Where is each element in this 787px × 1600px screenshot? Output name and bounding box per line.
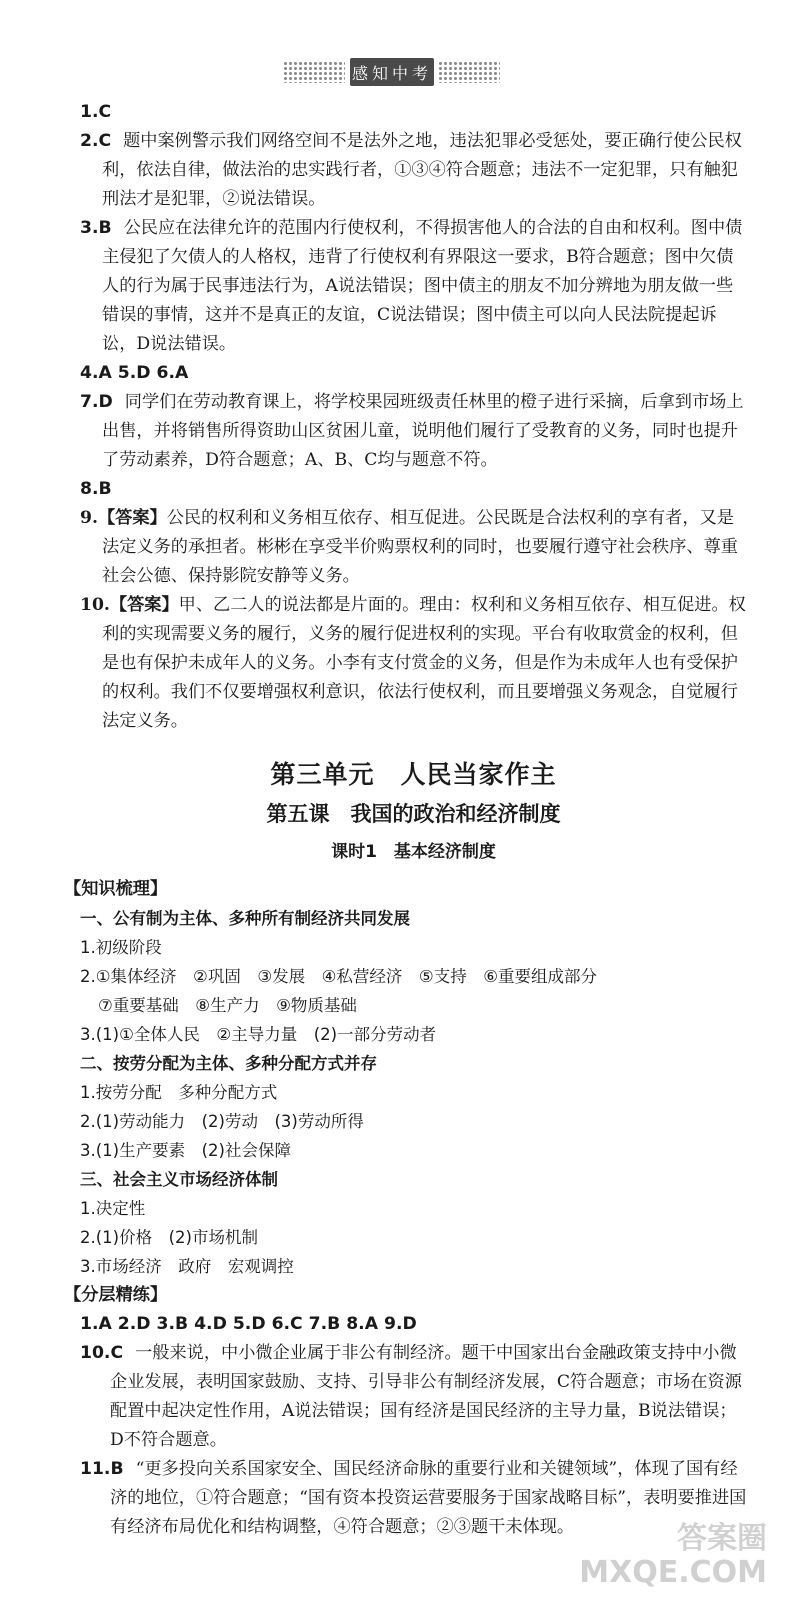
banner-dots-left (283, 61, 345, 83)
answer-item-9 (80, 504, 747, 591)
answer-item-8 (80, 475, 747, 504)
answer-item-10 (80, 591, 747, 736)
answer-page (64, 98, 747, 1542)
knowledge-line: ⑦重要基础 ⑧生产力 ⑨物质基础 (98, 996, 357, 1015)
practice-header: 【分层精练】 (64, 1285, 168, 1305)
knowledge-line: 3.(1)生产要素 (2)社会保障 (80, 1141, 291, 1160)
answer-number: 10.【答案】 (80, 595, 179, 615)
answer-explanation: 公民应在法律允许的范围内行使权利，不得损害他人的合法的自由和权利。图中债主侵犯了欠债人的人格权，违背了行使权利有界限这一要求，B符合题意；图中欠债人的行为属于民事违法行为，A说法错误；图中债主的朋友不加分辨地为朋友做一些错误的事情，这并不是真正的友谊，C说法错误；图中债主可以向人民法院提起诉讼，D说法错误。 (102, 218, 743, 354)
knowledge-line: 2.(1)劳动能力 (2)劳动 (3)劳动所得 (80, 1112, 364, 1131)
unit-title: 第三单元 人民当家作主 (270, 760, 557, 789)
answer-item-7 (80, 388, 747, 475)
answer-number: 8.B (80, 479, 112, 499)
banner-dots-right (438, 61, 500, 83)
answer-number: 10.C (80, 1343, 124, 1363)
knowledge-line: 1.决定性 (80, 1199, 146, 1218)
section-banner (0, 52, 787, 92)
answer-explanation: 公民的权利和义务相互依存、相互促进。公民既是合法权利的享有者，又是法定义务的承担者。彬彬在享受半价购票权利的同时，也要履行遵守社会秩序、尊重社会公德、保持影院安静等义务。 (102, 508, 738, 586)
answer-explanation: “更多投向关系国家安全、国民经济命脉的重要行业和关键领域”，体现了国有经济的地位，①符合题意；“国有资本投资运营要服务于国家战略目标”，表明要推进国有经济布局优化和结构调整，④符合题意；②③题干未体现。 (110, 1459, 747, 1537)
answer-item-2 (80, 127, 747, 214)
answer-number: 2.C (80, 131, 112, 151)
banner-title: 感知中考 (350, 58, 434, 86)
answer-explanation: 同学们在劳动教育课上，将学校果园班级责任林里的橙子进行采摘，后拿到市场上出售，并将销售所得资助山区贫困儿童，说明他们履行了受教育的义务，同时也提升了劳动素养，D符合题意；A、B、C均与题意不符。 (102, 392, 744, 470)
answer-number: 3.B (80, 218, 112, 238)
answer-number: 9.【答案】 (80, 508, 167, 528)
knowledge-section-3: 三、社会主义市场经济体制 (80, 1170, 278, 1189)
knowledge-section-2: 二、按劳分配为主体、多种分配方式并存 (80, 1054, 377, 1073)
watermark-logo-text: 答案圈 (677, 1521, 767, 1556)
knowledge-line: 3.(1)①全体人民 ②主导力量 (2)一部分劳动者 (80, 1025, 437, 1044)
answer-item-1 (80, 98, 747, 127)
answer-number: 11.B (80, 1459, 124, 1479)
answer-item-3 (80, 214, 747, 359)
watermark-url: MXQE.COM (579, 1555, 767, 1590)
knowledge-header: 【知识梳理】 (64, 879, 168, 899)
knowledge-line: 1.初级阶段 (80, 938, 162, 957)
answer-number: 7.D (80, 392, 113, 412)
period-title: 课时1 基本经济制度 (331, 842, 496, 862)
knowledge-line: 1.按劳分配 多种分配方式 (80, 1083, 278, 1102)
knowledge-line: 2.①集体经济 ②巩固 ③发展 ④私营经济 ⑤支持 ⑥重要组成部分 (80, 967, 597, 986)
practice-item-10 (80, 1339, 747, 1455)
watermark (537, 1522, 767, 1592)
answer-explanation: 一般来说，中小微企业属于非公有制经济。题干中国家出台金融政策支持中小微企业发展，表明国家鼓励、支持、引导非公有制经济发展，C符合题意；市场在资源配置中起决定性作用，A说法错误；国有经济是国民经济的主导力量，B说法错误；D不符合题意。 (110, 1343, 742, 1450)
answer-explanation: 甲、乙二人的说法都是片面的。理由：权利和义务相互依存、相互促进。权利的实现需要义务的履行，义务的履行促进权利的实现。平台有收取赏金的权利，但是也有保护未成年人的义务。小李有支付赏金的义务，但是作为未成年人也有受保护的权利。我们不仅要增强权利意识，依法行使权利，而且要增强义务观念，自觉履行法定义务。 (102, 595, 746, 731)
knowledge-line: 3.市场经济 政府 宏观调控 (80, 1257, 294, 1276)
lesson-title: 第五课 我国的政治和经济制度 (266, 801, 561, 826)
knowledge-line: 2.(1)价格 (2)市场机制 (80, 1228, 258, 1247)
knowledge-section-1: 一、公有制为主体、多种所有制经济共同发展 (80, 909, 410, 928)
answer-item-4-6 (80, 359, 747, 388)
answer-number: 1.C (80, 102, 112, 122)
practice-answers-1-9: 1.A 2.D 3.B 4.D 5.D 6.C 7.B 8.A 9.D (80, 1314, 417, 1334)
answer-explanation: 题中案例警示我们网络空间不是法外之地，违法犯罪必受惩处，要正确行使公民权利，依法自律，做法治的忠实践行者，①③④符合题意；违法不一定犯罪，只有触犯刑法才是犯罪，②说法错误。 (102, 131, 742, 209)
answer-number: 4.A 5.D 6.A (80, 363, 189, 383)
